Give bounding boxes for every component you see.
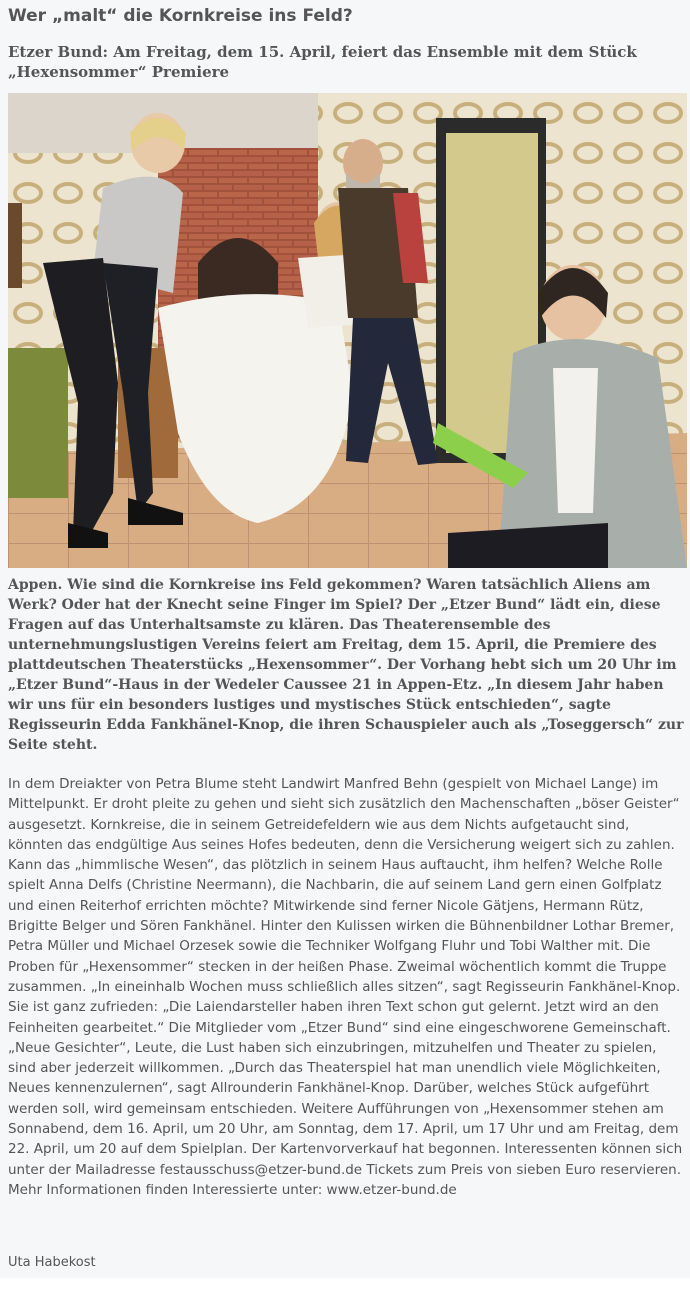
body-paragraph: In dem Dreiakter von Petra Blume steht Landwirt Manfred Behn (gespielt von Michael Lange) im Mittelpunkt. Er droht pleite zu gehen und sieht sich zusätzlich den Machenschaften „böser Geister“ ausgesetzt. Kornkreise, die in seinem Getreidefeldern wie aus dem Nichts aufgetaucht sind, könnten das endgültige Aus seines Hofes bedeuten, denn die Versicherung weigert sich zu zahlen. Kann das „himmlische Wesen“, das plötzlich in seinem Haus auftaucht, ihm helfen? Welche Rolle spielt Anna Delfs (Christine Neermann), die Nachbarin, die auf seinem Land gern einen Golfplatz und einen Reiterhof errichten möchte? Mitwirkende sind ferner Nicole Gätjens, Hermann Rütz, Brigitte Belger und Sören Fankhänel. Hinter den Kulissen wirken die Bühnenbildner Lothar Bremer, Petra Müller und Michael Orzesek sowie die Techniker Wolfgang Fluhr und Tobi Walther mit. Die Proben für „Hexensommer“ stecken in der heißen Phase. Zweimal wöchentlich kommt die Truppe zusammen. „In eineinhalb Wochen muss schließlich alles sitzen“, sagt Regisseurin Fankhänel-Knop. Sie ist ganz zufrieden: „Die Laiendarsteller haben ihren Text schon gut gelernt. Jetzt wird an den Feinheiten gearbeitet.“ Die Mitglieder vom „Etzer Bund“ sind eine eingeschworene Gemeinschaft. „Neue Gesichter“, Leute, die Lust haben sich einzubringen, mitzuhelfen und Theater zu spielen, sind aber jederzeit willkommen. „Durch das Theaterspiel hat man unendlich viele Möglichkeiten, Neues kennenzulernen“, sagt Allrounderin Fankhänel-Knop. Darüber, welches Stück aufgeführt werden soll, wird gemeinsam entschieden. Weitere Aufführungen von „Hexensommer stehen am Sonnabend, dem 16. April, um 20 Uhr, am Sonntag, dem 17. April, um 17 Uhr und am Freitag, dem 22. April, um 20 auf dem Spielplan. Der Kartenvorverkauf hat begonnen. Interessenten können sich unter der Mailadresse festausschuss@etzer-bund.de Tickets zum Preis von sieben Euro reservieren. Mehr Informationen finden Interessierte unter: www.etzer-bund.de	[8, 776, 683, 1198]
author-byline: Uta Habekost	[8, 1255, 96, 1270]
lead-paragraph: Appen. Wie sind die Kornkreise ins Feld gekommen? Waren tatsächlich Aliens am Werk? Oder hat der Knecht seine Finger im Spiel? Der „Etzer Bund“ lädt ein, diese Fragen auf das Unterhaltsamste zu klären. Das Theaterensemble des unternehmungslustigen Vereins feiert am Freitag, dem 15. April, die Premiere des plattdeutschen Theaterstücks „Hexensommer“. Der Vorhang hebt sich um 20 Uhr im „Etzer Bund“-Haus in der Wedeler Caussee 21 in Appen-Etz. „In diesem Jahr haben wir uns für ein besonders lustiges und mystisches Stück entschieden“, sagte Regisseurin Edda Fankhänel-Knop, die ihren Schauspieler auch als „Toseggersch“ zur Seite steht.	[8, 577, 684, 753]
subheadline: Etzer Bund: Am Freitag, dem 15. April, feiert das Ensemble mit dem Stück „Hexensommer“ Premiere	[8, 43, 637, 81]
headline: Wer „malt“ die Kornkreise ins Feld?	[8, 6, 353, 26]
article-photo	[8, 93, 687, 568]
